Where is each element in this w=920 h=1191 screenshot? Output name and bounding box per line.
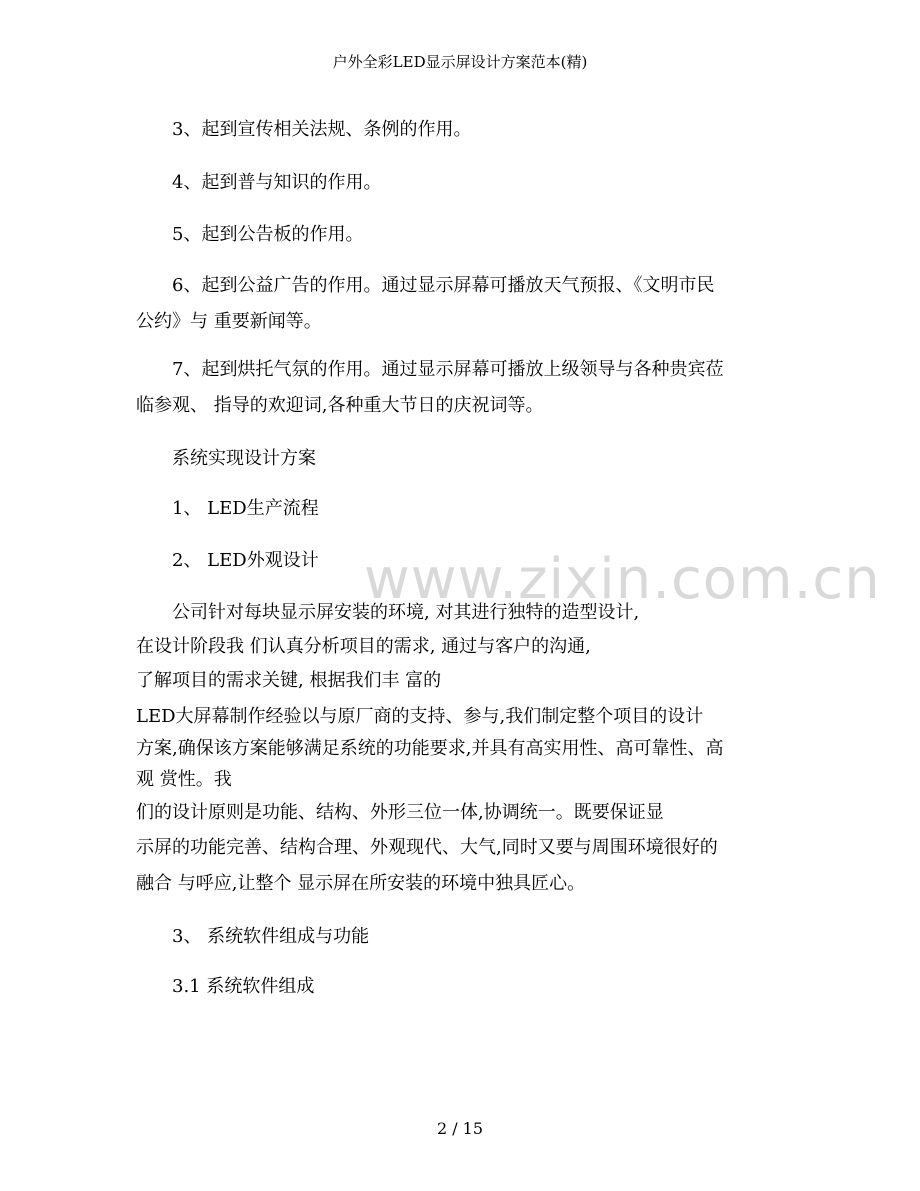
design-paragraph-line-4: LED大屏幕制作经验以与原厂商的支持、参与,我们制定整个项目的设计 [136, 706, 704, 727]
paragraph-item-5: 5、起到公告板的作用。 [172, 224, 364, 245]
list-item-software-function: 3、 系统软件组成与功能 [172, 926, 370, 947]
paragraph-item-7-line-1: 7、起到烘托气氛的作用。通过显示屏幕可播放上级领导与各种贵宾莅 [172, 359, 724, 380]
list-item-led-appearance: 2、 LED外观设计 [172, 550, 319, 571]
section-title: 系统实现设计方案 [172, 448, 316, 469]
watermark-text: www.zixin.com.cn [364, 547, 881, 612]
design-paragraph-line-1: 公司针对每块显示屏安装的环境, 对其进行独特的造型设计, [172, 602, 640, 623]
list-item-led-production: 1、 LED生产流程 [172, 498, 319, 519]
design-paragraph-line-2: 在设计阶段我 们认真分析项目的需求, 通过与客户的沟通, [136, 636, 591, 657]
paragraph-item-3: 3、起到宣传相关法规、条例的作用。 [172, 119, 472, 140]
design-paragraph-line-5: 方案,确保该方案能够满足系统的功能要求,并具有高实用性、高可靠性、高 [136, 738, 724, 759]
design-paragraph-line-8: 示屏的功能完善、结构合理、外观现代、大气,同时又要与周围环境很好的 [136, 837, 718, 858]
paragraph-item-6-line-1: 6、起到公益广告的作用。通过显示屏幕可播放天气预报、《文明市民 [172, 275, 715, 296]
sub-item-software-components: 3.1 系统软件组成 [172, 976, 315, 997]
design-paragraph-line-7: 们的设计原则是功能、结构、外形三位一体,协调统一。既要保证显 [136, 802, 664, 823]
design-paragraph-line-3: 了解项目的需求关键, 根据我们丰 富的 [136, 670, 442, 691]
paragraph-item-4: 4、起到普与知识的作用。 [172, 172, 382, 193]
page-number: 2 / 15 [436, 1119, 484, 1138]
design-paragraph-line-9: 融合 与呼应,让整个 显示屏在所安装的环境中独具匠心。 [136, 873, 586, 894]
paragraph-item-7-line-2: 临参观、 指导的欢迎词,各种重大节日的庆祝词等。 [136, 395, 544, 416]
paragraph-item-6-line-2: 公约》与 重要新闻等。 [136, 311, 322, 332]
design-paragraph-line-6: 观 赏性。我 [136, 769, 232, 790]
page-header-title: 户外全彩LED显示屏设计方案范本(精) [332, 53, 588, 71]
